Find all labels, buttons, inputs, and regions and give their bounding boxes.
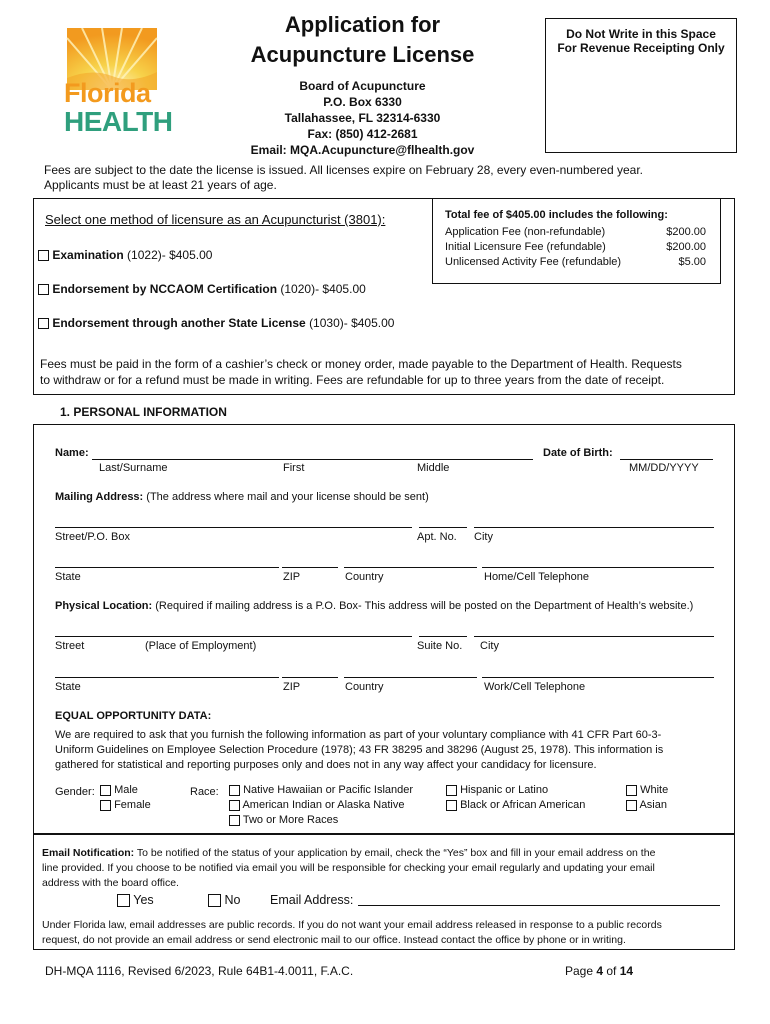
race-checkbox[interactable] — [626, 785, 637, 796]
middle-name-caption: Middle — [417, 462, 450, 474]
fee-label: Unlicensed Activity Fee (refundable) — [445, 256, 622, 268]
section-title: 1. PERSONAL INFORMATION — [60, 405, 227, 419]
email-no-option — [208, 893, 240, 907]
option-name: Endorsement by NCCAOM Certification — [52, 282, 278, 296]
public-records-note — [42, 918, 662, 948]
physical-zip-input[interactable] — [282, 677, 338, 678]
name-label: Name: — [55, 447, 89, 459]
yes-checkbox[interactable] — [117, 894, 130, 907]
no-label: No — [224, 893, 241, 907]
revenue-box-line1: Do Not Write in this Space — [566, 27, 716, 41]
race-option — [446, 784, 548, 796]
po-box: P.O. Box 6330 — [323, 95, 402, 109]
licensure-option-nccaom — [38, 282, 366, 296]
mailing-state-input[interactable] — [55, 567, 279, 568]
law-line2: request, do not provide an email address or send electronic mail to our office. Instead contact the office by phone or in writing. — [42, 934, 626, 946]
logo-health-text: HEALTH — [64, 106, 173, 137]
licensure-prompt: Select one method of licensure as an Acupuncturist (3801): — [45, 212, 386, 227]
physical-note: (Required if mailing address is a P.O. Box- This address will be posted on the Department of Health’s website.) — [155, 600, 694, 612]
zip-caption: ZIP — [283, 681, 301, 693]
race-option-label: White — [640, 784, 669, 796]
page-prefix: Page — [565, 964, 597, 978]
zip-caption: ZIP — [283, 571, 301, 583]
race-option-label: Two or More Races — [242, 814, 339, 826]
eeo-line1: We are required to ask that you furnish the following information as part of your voluntary compliance with 41 CFR Part 60-3- — [55, 729, 662, 741]
eeo-text — [55, 728, 663, 773]
race-option — [229, 799, 404, 811]
payment-note — [40, 356, 682, 388]
street-po-caption: Street/P.O. Box — [55, 531, 131, 543]
mailing-note: (The address where mail and your license should be sent) — [146, 491, 429, 503]
gender-female — [100, 799, 151, 811]
female-checkbox[interactable] — [100, 800, 111, 811]
page-title-line2: Acupuncture License — [250, 42, 475, 67]
country-caption: Country — [345, 681, 384, 693]
race-option — [229, 784, 413, 796]
name-input[interactable] — [92, 459, 533, 460]
fee-label: Initial Licensure Fee (refundable) — [445, 241, 606, 253]
fee-amount: $200.00 — [666, 241, 706, 253]
mailing-apt-input[interactable] — [419, 527, 467, 528]
physical-suite-input[interactable] — [419, 636, 467, 637]
fee-label: Application Fee (non-refundable) — [445, 226, 606, 238]
email-notification-bold: Email Notification: — [42, 847, 135, 859]
mailing-city-input[interactable] — [474, 527, 714, 528]
country-caption: Country — [345, 571, 384, 583]
option-code: (1020)- $405.00 — [280, 282, 366, 296]
race-option-label: Native Hawaiian or Pacific Islander — [243, 784, 414, 796]
mailing-zip-input[interactable] — [282, 567, 338, 568]
mailing-street-input[interactable] — [55, 527, 412, 528]
fees-intro-line1: Fees are subject to the date the license is issued. All licenses expire on February 28, every even-numbered year. — [44, 163, 643, 177]
nccaom-checkbox[interactable] — [38, 284, 49, 295]
fee-row — [445, 255, 706, 270]
dob-label: Date of Birth: — [543, 447, 613, 459]
home-phone-input[interactable] — [482, 567, 714, 568]
revenue-box-line2: For Revenue Receipting Only — [557, 41, 725, 55]
suite-caption: Suite No. — [417, 640, 463, 652]
male-checkbox[interactable] — [100, 785, 111, 796]
header — [200, 10, 525, 158]
no-checkbox[interactable] — [208, 894, 221, 907]
fee-amount: $5.00 — [678, 256, 706, 268]
state-caption: State — [55, 571, 81, 583]
male-label: Male — [114, 784, 138, 796]
option-name: Examination — [52, 248, 124, 262]
race-option — [229, 814, 338, 826]
physical-street-input[interactable] — [55, 636, 412, 637]
examination-checkbox[interactable] — [38, 250, 49, 261]
work-phone-input[interactable] — [482, 677, 714, 678]
email-address[interactable]: Email: MQA.Acupuncture@flhealth.gov — [250, 143, 475, 157]
fee-row — [445, 240, 706, 255]
home-phone-caption: Home/Cell Telephone — [484, 571, 589, 583]
race-option-label: American Indian or Alaska Native — [242, 799, 405, 811]
page-current: 4 — [596, 964, 604, 978]
email-address-label: Email Address: — [270, 893, 354, 907]
eeo-line3: gathered for statistical and reporting purposes only and does not in any way affect your candidacy for licensure. — [55, 759, 597, 771]
fees-intro — [44, 163, 643, 193]
street-caption: Street — [55, 640, 85, 652]
licensure-option-examination — [38, 248, 212, 262]
law-line1: Under Florida law, email addresses are public records. If you do not want your email address released in response to a public records — [42, 919, 662, 931]
fees-intro-line2: Applicants must be at least 21 years of age. — [44, 178, 277, 192]
page-title-line1: Application for — [284, 12, 441, 37]
fee-breakdown-box — [432, 198, 721, 284]
fee-title: Total fee of $405.00 includes the following: — [445, 209, 668, 221]
email-address-input[interactable] — [358, 905, 720, 906]
last-name-caption: Last/Surname — [99, 462, 168, 474]
place-caption: (Place of Employment) — [145, 640, 257, 652]
email-yes-option — [117, 893, 154, 907]
race-checkbox[interactable] — [446, 785, 457, 796]
fee-row — [445, 225, 706, 240]
option-name: Endorsement through another State License — [52, 316, 306, 330]
race-checkbox[interactable] — [446, 800, 457, 811]
fax: Fax: (850) 412-2681 — [307, 127, 418, 141]
option-code: (1022)- $405.00 — [127, 248, 213, 262]
race-option — [626, 799, 667, 811]
page-total: 14 — [619, 964, 634, 978]
race-checkbox[interactable] — [229, 815, 240, 826]
race-checkbox[interactable] — [229, 800, 240, 811]
physical-country-input[interactable] — [344, 677, 477, 678]
page-of: of — [603, 964, 620, 978]
race-option-label: Hispanic or Latino — [460, 784, 549, 796]
licensure-option-state-license — [38, 316, 394, 330]
race-option — [626, 784, 668, 796]
revenue-box — [545, 18, 737, 153]
mailing-address-heading — [55, 491, 429, 503]
email-notification-line1: To be notified of the status of your application by email, check the “Yes” box and fill in your email address on the — [134, 847, 656, 859]
dob-input[interactable] — [620, 459, 713, 460]
payment-line2: to withdraw or for a refund must be made in writing. Fees are refundable for up to three years from the date of receipt. — [40, 373, 665, 387]
physical-label: Physical Location: — [55, 600, 153, 612]
gender-label: Gender: — [55, 786, 95, 798]
city-caption: City — [480, 640, 499, 652]
form-id: DH-MQA 1116, Revised 6/2023, Rule 64B1-4.0011, F.A.C. — [45, 964, 354, 978]
dob-format-caption: MM/DD/YYYY — [629, 462, 699, 474]
race-label: Race: — [190, 786, 219, 798]
physical-city-input[interactable] — [474, 636, 714, 637]
state-license-checkbox[interactable] — [38, 318, 49, 329]
eeo-title: EQUAL OPPORTUNITY DATA: — [55, 710, 212, 722]
board-name: Board of Acupuncture — [299, 79, 426, 93]
work-phone-caption: Work/Cell Telephone — [484, 681, 586, 693]
florida-health-logo — [62, 28, 173, 137]
race-option — [446, 799, 585, 811]
logo-florida-text: Florida — [64, 78, 151, 108]
apt-caption: Apt. No. — [417, 531, 457, 543]
race-option-label: Asian — [639, 799, 667, 811]
physical-location-heading — [55, 600, 693, 612]
mailing-label: Mailing Address: — [55, 491, 144, 503]
yes-label: Yes — [133, 893, 154, 907]
race-checkbox[interactable] — [229, 785, 240, 796]
email-notification-text — [42, 846, 727, 891]
city-caption: City — [474, 531, 493, 543]
fee-amount: $200.00 — [666, 226, 706, 238]
payment-line1: Fees must be paid in the form of a cashier’s check or money order, made payable to the Department of Health. Requests — [40, 357, 682, 371]
eeo-line2: Uniform Guidelines on Employee Selection Procedure (1978); 43 FR 38295 and 38296 (August 25, 1978). This information is — [55, 744, 664, 756]
city-state-zip: Tallahassee, FL 32314-6330 — [284, 111, 441, 125]
physical-state-input[interactable] — [55, 677, 279, 678]
female-label: Female — [114, 799, 151, 811]
page-number — [565, 964, 633, 978]
race-checkbox[interactable] — [626, 800, 637, 811]
race-option-label: Black or African American — [460, 799, 586, 811]
gender-male — [100, 784, 138, 796]
first-name-caption: First — [283, 462, 305, 474]
email-notification-line2: line provided. If you choose to be notified via email you will be responsible for checking your email regularly and updating your email — [42, 862, 655, 874]
email-notification-line3: address with the board office. — [42, 877, 179, 889]
mailing-country-input[interactable] — [344, 567, 477, 568]
state-caption: State — [55, 681, 81, 693]
option-code: (1030)- $405.00 — [309, 316, 395, 330]
